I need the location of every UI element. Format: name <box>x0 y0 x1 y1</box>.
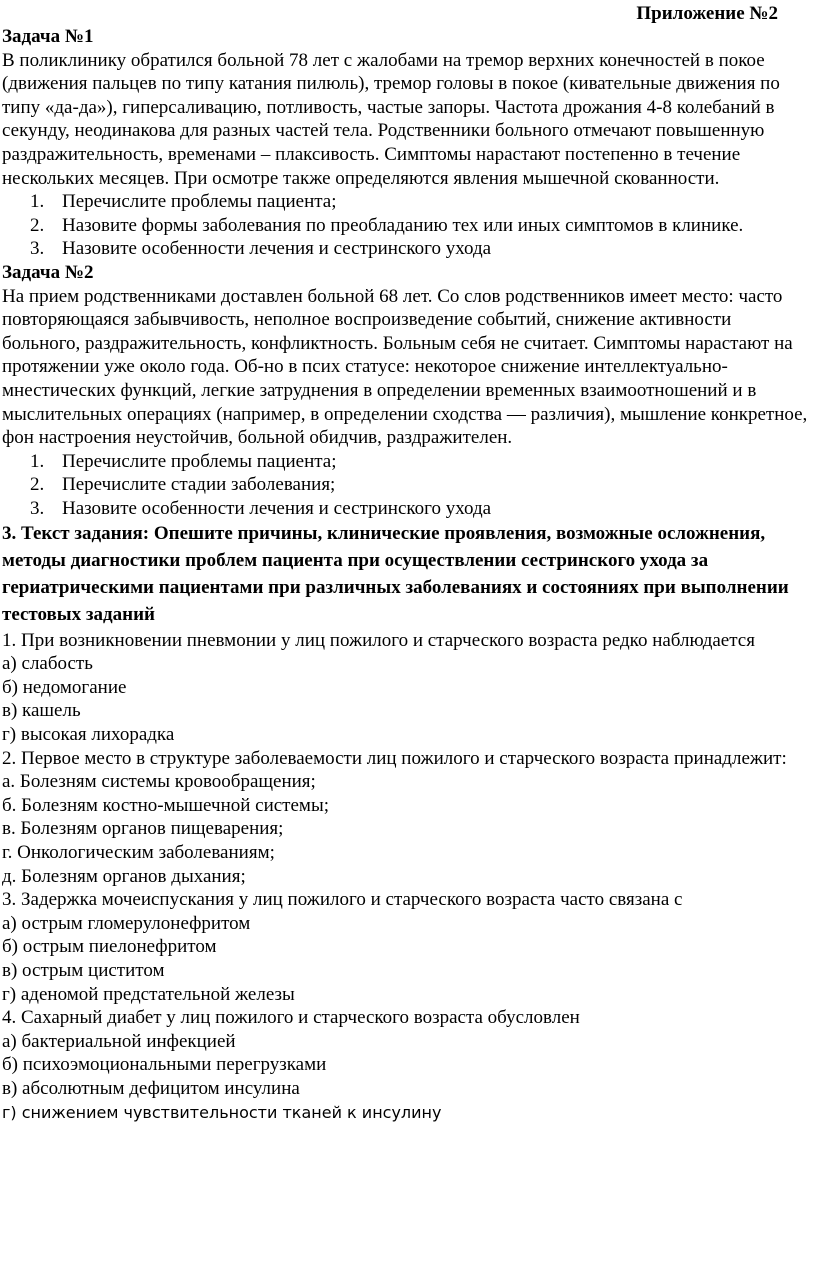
task2-title: Задача №2 <box>2 261 94 283</box>
list-number: 2. <box>30 214 45 236</box>
answer-option: а) слабость <box>2 653 93 675</box>
appendix-label: Приложение №2 <box>636 3 778 24</box>
answer-option: в. Болезням органов пищеварения; <box>2 818 284 840</box>
task1-questions <box>2 190 814 261</box>
answer-option: а) бактериальной инфекцией <box>2 1030 236 1052</box>
task2-questions <box>2 450 814 521</box>
task1-question <box>2 237 814 261</box>
test-question <box>2 1006 814 1123</box>
answer-option: б) острым пиелонефритом <box>2 936 217 958</box>
list-item-text: Назовите формы заболевания по преобладанию тех или иных симптомов в клинике. <box>62 214 744 236</box>
list-item-text: Перечислите проблемы пациента; <box>62 191 337 213</box>
task1-title: Задача №1 <box>2 26 94 47</box>
list-number: 3. <box>30 238 45 260</box>
list-number: 1. <box>30 191 45 213</box>
section3-heading: 3. Текст задания: Опешите причины, клинические проявления, возможные осложнения, методы диагностики проблем пациента при осуществлении сестринского ухода за гериатрическими пациентами при различных заболеваниях и состояниях при выполнении тестовых заданий <box>2 523 789 625</box>
question-text: 3. Задержка мочеиспускания у лиц пожилого и старческого возраста часто связана с <box>2 889 683 911</box>
answer-option: а) острым гломерулонефритом <box>2 912 251 934</box>
answer-option: б. Болезням костно-мышечной системы; <box>2 794 329 816</box>
task1-text: В поликлинику обратился больной 78 лет с жалобами на тремор верхних конечностей в покое (движения пальцев по типу катания пилюль), тремор головы в покое (кивательные движения по типу «да-да»), гиперсаливацию, потливость, частые запоры. Частота дрожания 4-8 колебаний в секунду, неодинакова для разных частей тела. Родственники больного отмечают повышенную раздражительность, временами – плаксивость. Симптомы нарастают постепенно в течение нескольких месяцев. При осмотре также определяются явления мышечной скованности. <box>2 49 780 189</box>
list-item-text: Назовите особенности лечения и сестринского ухода <box>62 497 492 519</box>
list-number: 2. <box>30 474 45 496</box>
list-item-text: Перечислите стадии заболевания; <box>62 474 336 496</box>
list-item-text: Назовите особенности лечения и сестринского ухода <box>62 238 492 260</box>
test-question <box>2 747 814 889</box>
answer-option: в) острым циститом <box>2 959 165 981</box>
task2-question <box>2 497 814 521</box>
task2-text: На прием родственниками доставлен больной 68 лет. Со слов родственников имеет место: часто повторяющаяся забывчивость, неполное воспроизведение событий, снижение активности больного, раздражительность, конфликтность. Больным себя не считает. Симптомы нарастают на протяжении уже около года. Об-но в псих статусе: некоторое снижение интеллектуально-мнестических функций, легкие затруднения в определении временных взаимоотношений и в мыслительных операциях (например, в определении сходства — различия), мышление конкретное, фон настроения неустойчив, больной обидчив, раздражителен. <box>2 285 808 449</box>
answer-option: г. Онкологическим заболеваниям; <box>2 842 275 863</box>
answer-option: б) недомогание <box>2 676 127 698</box>
question-text: 2. Первое место в структуре заболеваемости лиц пожилого и старческого возраста принадлежит: <box>2 747 787 769</box>
document-body <box>2 25 814 1124</box>
list-number: 3. <box>30 497 45 519</box>
answer-option: б) психоэмоциональными перегрузками <box>2 1054 327 1076</box>
task1-question <box>2 190 814 214</box>
list-number: 1. <box>30 450 45 472</box>
test-question <box>2 888 814 1006</box>
answer-option: г) аденомой предстательной железы <box>2 983 295 1005</box>
answer-option: в) кашель <box>2 700 81 722</box>
question-text: 1. При возникновении пневмонии у лиц пожилого и старческого возраста редко наблюдается <box>2 629 755 651</box>
task1-question <box>2 214 814 238</box>
task2-question <box>2 473 814 497</box>
answer-option: а. Болезням системы кровообращения; <box>2 771 316 793</box>
task2-question <box>2 450 814 474</box>
answer-option: в) абсолютным дефицитом инсулина <box>2 1077 300 1099</box>
answer-option: г) снижением чувствительности тканей к инсулину <box>2 1102 442 1122</box>
list-item-text: Перечислите проблемы пациента; <box>62 450 337 472</box>
answer-option: д. Болезням органов дыхания; <box>2 865 246 887</box>
test-question <box>2 629 814 747</box>
answer-option: г) высокая лихорадка <box>2 724 175 746</box>
question-text: 4. Сахарный диабет у лиц пожилого и старческого возраста обусловлен <box>2 1007 580 1029</box>
